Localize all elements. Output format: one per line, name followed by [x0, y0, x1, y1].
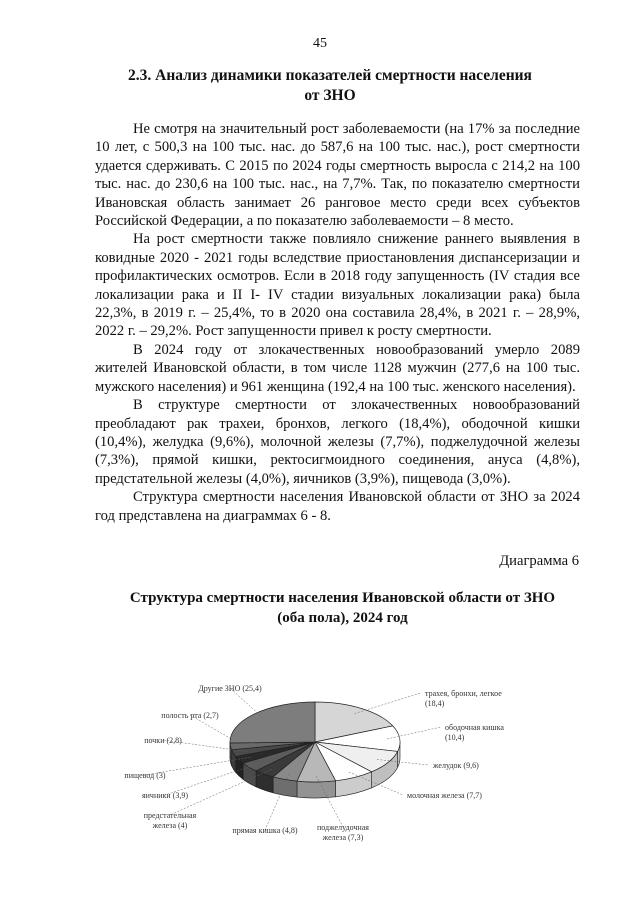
pie-slice-label: трахея, бронхи, легкое (18,4): [425, 689, 502, 708]
pie-slice-label: предстательная железа (4): [143, 811, 197, 830]
chart-title: [120, 588, 565, 628]
section-title: [120, 66, 540, 106]
pie-slice-label: ободочная кишка (10,4): [445, 723, 504, 742]
pie-slice: [230, 702, 315, 743]
pie-slice-label: молочная железа (7,7): [407, 791, 482, 800]
paragraph: На рост смертности также повлияло снижение раннего выявления в ковидные 2020 - 2021 годы вследствие приостановления диспансеризации и профилактических осмотров. Если в 2018 году запущенность (IV стадия все локализации рака и II I- IV стадии визуальных локализации рака) была 22,3%, в 2019 г. – 25,4%, то в 2020 она составила 28,4%, в 2021 г. – 28,9%, 2022 г. – 29,2%. Рост запущенности привел к росту смертности.: [95, 231, 580, 340]
pie-slice-label: полость рта (2,7): [161, 711, 219, 720]
pie-slice-label: пищевод (3): [124, 771, 166, 780]
chart-title-line1: Структура смертности населения Ивановской области от ЗНО: [129, 590, 556, 606]
pie-slice-label: Другие ЗНО (25,4): [198, 684, 262, 693]
body-text: [95, 120, 580, 525]
section-title-line1: 2.3. Анализ динамики показателей смертности населения: [128, 67, 532, 84]
paragraph: Структура смертности населения Ивановской области от ЗНО за 2024 год представлена на диаграммах 6 - 8.: [95, 489, 580, 524]
diagram-label: Диаграмма 6: [499, 553, 579, 569]
paragraph: В структуре смертности от злокачественных новообразований преобладают рак трахеи, бронхов, легкого (18,4%), ободочной кишки (10,4%), желудка (9,6%), молочной железы (7,7%), поджелудочной железы (7,3%), прямой кишки, ректосигмоидного соединения, ануса (4,8%), предстательной железы (4,0%), яичников (3,9%), пищевода (3,0%).: [95, 397, 580, 487]
section-title-line2: от ЗНО: [304, 87, 356, 104]
pie-chart: [115, 660, 525, 860]
chart-title-line2: (оба пола), 2024 год: [277, 610, 408, 626]
pie-slice-label: желудок (9,6): [433, 761, 479, 770]
pie-slice-label: яичники (3,9): [141, 791, 189, 800]
paragraph: Не смотря на значительный рост заболеваемости (на 17% за последние 10 лет, с 500,3 на 100 тыс. нас. до 587,6 на 100 тыс. нас.), рост смертности удается сдерживать. С 2015 по 2024 годы смертность выросла с 214,2 на 100 тыс. нас. до 230,6 на 100 тыс. нас., на 7,7%. Так, по показателю смертности Ивановская область занимает 26 ранговое место среди всех субъектов Российской Федерации, а по показателю заболеваемости – 8 место.: [95, 121, 580, 230]
pie-slice-label: поджелудочная железа (7,3): [317, 823, 369, 842]
paragraph: В 2024 году от злокачественных новообразований умерло 2089 жителей Ивановской области, в том числе 1128 мужчин (277,6 на 100 тыс. мужского населения) и 961 женщина (192,4 на 100 тыс. женского населения).: [95, 341, 580, 395]
pie-slice-side: [297, 781, 336, 798]
pie-slice-label: почки (2,8): [144, 736, 182, 745]
page-number: 45: [313, 36, 327, 51]
pie-slice-label: прямая кишка (4,8): [232, 826, 298, 835]
